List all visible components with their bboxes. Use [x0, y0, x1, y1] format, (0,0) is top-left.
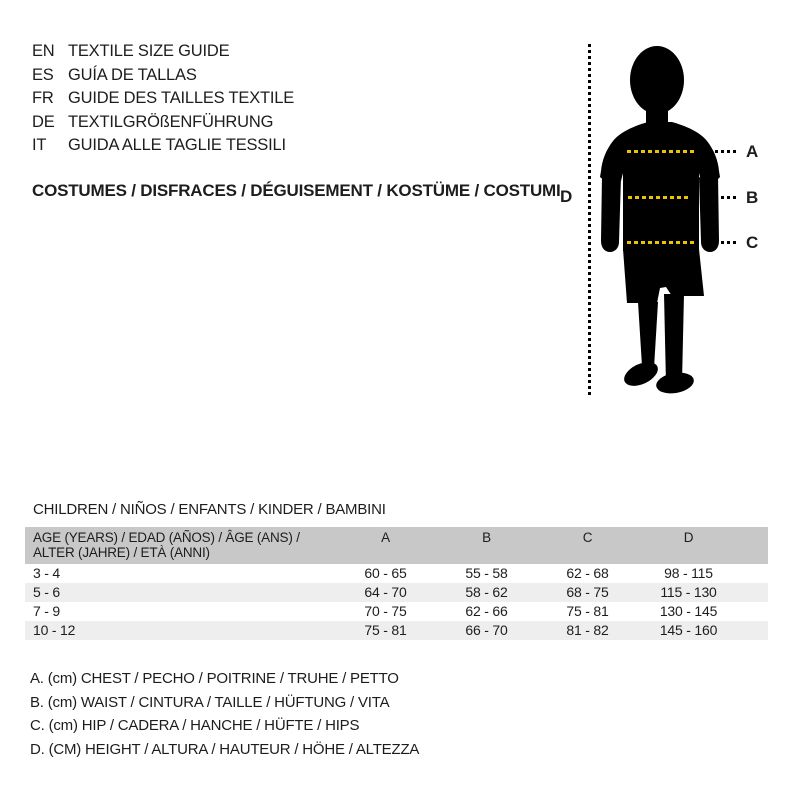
hip-value-cell: 75 - 81: [566, 603, 609, 619]
height-value-cell: 130 - 145: [659, 603, 718, 619]
section-title-children: CHILDREN / NIÑOS / ENFANTS / KINDER / BAMBINI: [33, 501, 386, 518]
waist-value-cell: 66 - 70: [436, 621, 537, 640]
table-header-row: [25, 527, 768, 564]
hip-measure-dash: [627, 241, 694, 244]
age-cell: 3 - 4: [33, 565, 61, 581]
chest-measure-dash: [627, 150, 694, 153]
hip-connector-dots: [709, 241, 739, 244]
right-leg: [664, 294, 684, 384]
age-column-header: [25, 527, 335, 564]
language-code: DE: [32, 112, 55, 131]
language-row-en: [32, 40, 294, 64]
column-header-d: D: [638, 527, 739, 564]
waist-value-cell: 58 - 62: [436, 583, 537, 602]
header-spacer: [739, 527, 768, 564]
chest-connector-dots: [709, 150, 739, 153]
language-label: GUIDE DES TAILLES TEXTILE: [68, 89, 295, 107]
height-label: D: [560, 187, 573, 206]
legend-item-hip: C. (cm) HIP / CADERA / HANCHE / HÜFTE / HIPS: [30, 717, 360, 734]
age-header-line2: ALTER (JAHRE) / ETÀ (ANNI): [33, 544, 210, 560]
waist-label: B: [746, 188, 759, 207]
language-row-it: [32, 134, 294, 158]
waist-value-cell: 62 - 66: [465, 603, 508, 619]
chest-value-cell: 64 - 70: [335, 583, 436, 602]
measurement-legend: [30, 667, 419, 761]
language-code: FR: [32, 89, 54, 107]
row-spacer: [739, 583, 768, 602]
legend-item-height: D. (CM) HEIGHT / ALTURA / HAUTEUR / HÖHE / ALTEZZA: [30, 740, 420, 758]
age-cell: 5 - 6: [25, 583, 335, 602]
legend-item-waist: B. (cm) WAIST / CINTURA / TAILLE / HÜFTUNG / VITA: [30, 693, 390, 711]
legend-item-chest: A. (cm) CHEST / PECHO / POITRINE / TRUHE / PETTO: [30, 670, 399, 687]
table-row-age-5-6: [25, 583, 768, 602]
chest-value-cell: 75 - 81: [335, 621, 436, 640]
table-row-age-3-4: [25, 564, 768, 583]
language-label: GUIDA ALLE TAGLIE TESSILI: [68, 136, 286, 154]
language-code: ES: [32, 65, 54, 84]
language-label: GUÍA DE TALLAS: [68, 65, 197, 84]
language-code: IT: [32, 136, 47, 154]
right-shoe: [655, 370, 696, 394]
hip-value-cell: 81 - 82: [537, 621, 638, 640]
chest-value-cell: 60 - 65: [364, 565, 407, 581]
row-spacer: [739, 621, 768, 640]
language-label: TEXTILGRÖßENFÜHRUNG: [68, 112, 274, 131]
age-cell: 10 - 12: [25, 621, 335, 640]
waist-value-cell: 55 - 58: [465, 565, 508, 581]
language-row-de: [32, 111, 294, 135]
height-measure-line: [588, 44, 591, 396]
left-arm: [601, 175, 621, 252]
language-list: [32, 40, 294, 158]
column-header-a: A: [335, 527, 436, 564]
table-row-age-10-12: [25, 621, 768, 640]
row-spacer: [739, 564, 768, 583]
language-label: TEXTILE SIZE GUIDE: [68, 42, 230, 60]
height-value-cell: 145 - 160: [638, 621, 739, 640]
left-leg: [638, 302, 658, 368]
age-cell: 7 - 9: [33, 603, 61, 619]
chest-label: A: [746, 142, 759, 161]
size-table: [25, 527, 768, 640]
hip-label: C: [746, 233, 759, 252]
language-row-es: [32, 64, 294, 88]
left-shoe: [620, 357, 661, 390]
language-row-fr: [32, 87, 294, 111]
chest-value-cell: 70 - 75: [364, 603, 407, 619]
table-row-age-7-9: [25, 602, 768, 621]
hip-value-cell: 68 - 75: [537, 583, 638, 602]
waist-connector-dots: [709, 196, 739, 199]
language-code: EN: [32, 42, 55, 60]
height-value-cell: 98 - 115: [664, 565, 713, 581]
column-header-b: B: [436, 527, 537, 564]
age-header-line1: AGE (YEARS) / EDAD (AÑOS) / ÂGE (ANS) /: [33, 530, 300, 545]
hip-value-cell: 62 - 68: [566, 565, 609, 581]
shorts: [623, 249, 704, 303]
row-spacer: [739, 602, 768, 621]
waist-measure-dash: [628, 196, 691, 199]
height-value-cell: 115 - 130: [638, 583, 739, 602]
category-title: COSTUMES / DISFRACES / DÉGUISEMENT / KOSTÜME / COSTUMI: [32, 181, 561, 200]
column-header-c: C: [537, 527, 638, 564]
child-silhouette-illustration: [600, 44, 720, 394]
